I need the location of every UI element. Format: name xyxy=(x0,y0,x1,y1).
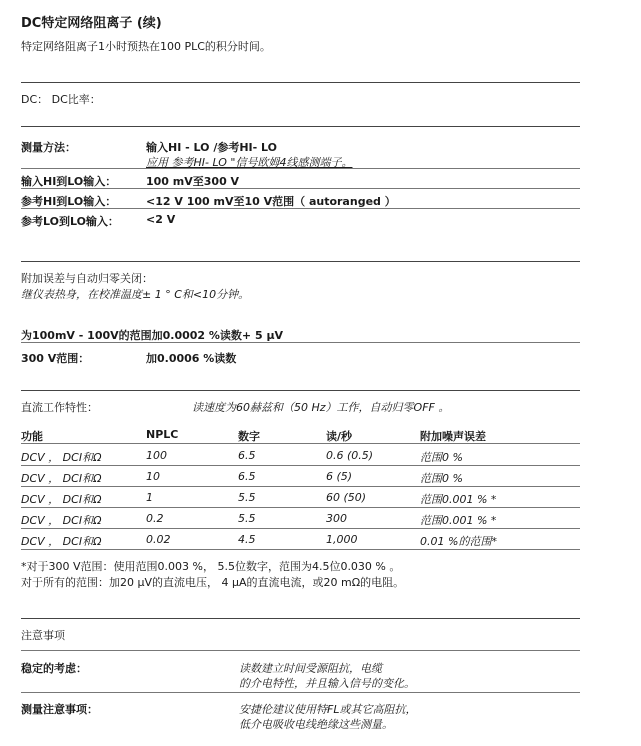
divider xyxy=(21,465,580,466)
input-hi-lo-label: 输入HI到LO输入： xyxy=(21,175,117,188)
input-hi-lo-value: 100 mV至300 V xyxy=(146,175,240,188)
col-header-function: 功能 xyxy=(21,430,43,443)
divider xyxy=(21,528,580,529)
measurement-notes-line-2: 低介电吸收电线绝缘这些测量。 xyxy=(239,718,393,731)
ref-lo-lo-label: 参考LO到LO输入： xyxy=(21,215,119,228)
table-cell: 0.6 (0.5) xyxy=(326,449,374,462)
divider xyxy=(21,618,580,619)
range-300v-value: 加0.0006 %读数 xyxy=(146,352,237,365)
range-100mv-100v: 为100mV - 100V的范围加0.0002 %读数+ 5 μV xyxy=(21,329,284,342)
divider xyxy=(21,261,580,262)
table-cell: 0.01 %的范围* xyxy=(420,535,497,548)
measurement-notes-label: 测量注意事项： xyxy=(21,703,98,716)
table-cell: 范围0 % xyxy=(420,451,463,464)
col-header-readings-per-sec: 读/秒 xyxy=(326,430,353,443)
stable-line-2: 的介电特性，并且输入信号的变化。 xyxy=(239,677,415,690)
divider xyxy=(21,549,580,550)
table-cell: DCV ， DCI和Ω xyxy=(21,451,102,464)
table-cell: 5.5 xyxy=(238,512,256,525)
table-cell: 4.5 xyxy=(238,533,256,546)
ref-hi-lo-label: 参考HI到LO输入： xyxy=(21,195,117,208)
ref-lo-lo-value: <2 V xyxy=(146,213,176,226)
divider xyxy=(21,507,580,508)
table-cell: DCV ， DCI和Ω xyxy=(21,493,102,506)
col-header-noise-error: 附加噪声误差 xyxy=(420,430,486,443)
notes-heading: 注意事项 xyxy=(21,629,65,642)
table-cell: 6.5 xyxy=(238,449,256,462)
col-header-nplc: NPLC xyxy=(146,428,179,441)
dc-operating-label: 直流工作特性： xyxy=(21,401,98,414)
method-label: 测量方法： xyxy=(21,141,76,154)
method-note: 应用 参考HI- LO "信号欧姆4线感测端子。 xyxy=(146,156,353,169)
table-cell: 6.5 xyxy=(238,470,256,483)
additional-error-note: 继仪表热身，在校准温度± 1 ° C和<10分钟。 xyxy=(21,288,250,301)
table-cell: 1,000 xyxy=(326,533,358,546)
additional-error-heading: 附加误差与自动归零关闭： xyxy=(21,272,153,285)
table-cell: 0.02 xyxy=(146,533,171,546)
measurement-notes-line-1: 安捷伦建议使用特FL或其它高阻抗， xyxy=(239,703,417,716)
divider xyxy=(21,390,580,391)
divider xyxy=(21,650,580,651)
ref-hi-lo-value: <12 V 100 mV至10 V范围（ autoranged ） xyxy=(146,195,396,208)
footnote-300v: *对于300 V范围：使用范围0.003 %， 5.5位数字，范围为4.5位0.030 % 。 xyxy=(21,560,401,573)
divider xyxy=(21,692,580,693)
method-value: 输入HI - LO /参考HI- LO xyxy=(146,141,278,154)
stable-line-1: 读数建立时间受源阻抗，电缆 xyxy=(239,662,382,675)
page-subtitle: 特定网络阻离子1小时预热在100 PLC的积分时间。 xyxy=(21,40,271,53)
table-cell: 60 (50) xyxy=(326,491,367,504)
stable-label: 稳定的考虑： xyxy=(21,662,87,675)
dc-ratio-label: DC： DC比率： xyxy=(21,93,101,106)
table-cell: DCV ， DCI和Ω xyxy=(21,535,102,548)
dc-operating-note: 读速度为60赫兹和（50 Hz）工作，自动归零OFF 。 xyxy=(192,401,450,414)
divider xyxy=(21,486,580,487)
table-cell: 5.5 xyxy=(238,491,256,504)
table-cell: DCV ， DCI和Ω xyxy=(21,514,102,527)
divider xyxy=(21,188,580,189)
table-cell: 6 (5) xyxy=(326,470,353,483)
col-header-digits: 数字 xyxy=(238,430,260,443)
table-cell: 10 xyxy=(146,470,160,483)
range-300v-label: 300 V范围： xyxy=(21,352,90,365)
table-cell: DCV ， DCI和Ω xyxy=(21,472,102,485)
table-cell: 300 xyxy=(326,512,347,525)
divider xyxy=(21,82,580,83)
divider xyxy=(21,443,580,444)
table-cell: 1 xyxy=(146,491,153,504)
table-cell: 范围0 % xyxy=(420,472,463,485)
divider xyxy=(21,342,580,343)
footnote-all-ranges: 对于所有的范围：加20 μV的直流电压， 4 μA的直流电流，或20 mΩ的电阻。 xyxy=(21,576,405,589)
table-cell: 范围0.001 % * xyxy=(420,493,497,506)
table-cell: 100 xyxy=(146,449,167,462)
divider xyxy=(21,168,580,169)
page-title: DC特定网络阻离子 (续) xyxy=(21,16,162,31)
table-cell: 范围0.001 % * xyxy=(420,514,497,527)
divider xyxy=(21,208,580,209)
table-cell: 0.2 xyxy=(146,512,164,525)
divider xyxy=(21,126,580,127)
